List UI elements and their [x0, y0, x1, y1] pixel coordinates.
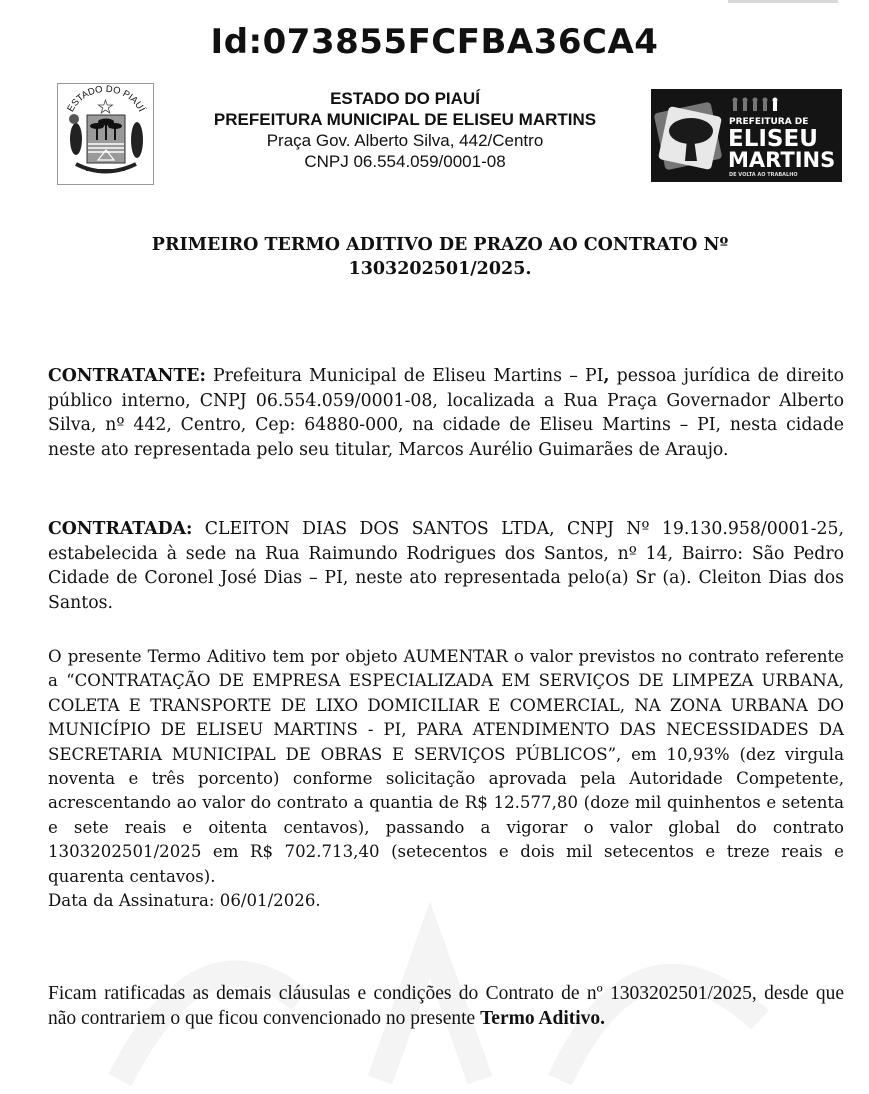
letterhead-prefecture: PREFEITURA MUNICIPAL DE ELISEU MARTINS — [213, 110, 597, 129]
prefecture-logo-icon — [651, 89, 842, 182]
objeto-paragraph — [48, 645, 844, 913]
ratificacao-text: Ficam ratificadas as demais cláusulas e condições do Contrato de nº 1303202501/2025, desde que não contrariem o que ficou convencionado no presente — [48, 983, 844, 1029]
logo-line1: PREFEITURA DE — [729, 117, 809, 127]
crest-arc-text: ESTADO DO PIAUÍ — [65, 84, 147, 114]
contratante-name: Prefeitura Municipal de Eliseu Martins – PI — [205, 366, 604, 386]
ratificacao-paragraph — [48, 982, 844, 1031]
contratante-label: CONTRATANTE: — [48, 366, 206, 386]
contratada-label: CONTRATADA: — [48, 519, 193, 539]
ratificacao-bold-tail: Termo Aditivo. — [480, 1007, 606, 1029]
title-line-2: 1303202501/2025. — [348, 259, 532, 279]
document-id: Id:073855FCFBA36CA4 — [210, 22, 659, 62]
letterhead-address: Praça Gov. Alberto Silva, 442/Centro — [266, 131, 544, 150]
letterhead-state: ESTADO DO PIAUÍ — [330, 89, 480, 108]
objeto-text: O presente Termo Aditivo tem por objeto AUMENTAR o valor previstos no contrato referente a “CONTRATAÇÃO DE EMPRESA ESPECIALIZADA EM SERVIÇOS DE LIMPEZA URBANA, COLETA E TRANSPORTE DE LIXO DOMICILIAR E COMERCIAL, NA ZONA URBANA DO MUNICÍPIO DE ELISEU MARTINS - PI, PARA ATENDIMENTO DAS NECESSIDADES DA SECRETARIA MUNICIPAL DE OBRAS E SERVIÇOS PÚBLICOS”, em 10,93% (dez virgula noventa e três porcento) conforme solicitação aprovada pela Autoridade Competente, acrescentando ao valor do contrato a quantia de R$ 12.577,80 (doze mil quinhentos e setenta e sete reais e oitenta centavos), passando a vigorar o valor global do contrato 1303202501/2025 em R$ 702.713,40 (setecentos e dois mil setecentos e treze reais e quarenta centavos). — [48, 647, 844, 886]
contratante-paragraph — [48, 364, 844, 462]
contratada-paragraph — [48, 517, 844, 615]
contratante-details: pessoa jurídica de direito público interno, CNPJ 06.554.059/0001-08, localizada a Rua Praça Governador Alberto Silva, nº 442, Centro, Cep: 64880-000, na cidade de Eliseu Martins – PI, nesta cidade neste ato representada pelo seu titular, Marcos Aurélio Guimarães de Araujo. — [48, 366, 844, 460]
letterhead — [160, 88, 650, 172]
signature-date: Data da Assinatura: 06/01/2026. — [48, 891, 321, 911]
eliseu-martins-logo — [651, 89, 842, 182]
letterhead-cnpj: CNPJ 06.554.059/0001-08 — [304, 152, 506, 171]
contratada-details: CLEITON DIAS DOS SANTOS LTDA, CNPJ Nº 19.130.958/0001-25, estabelecida à sede na Rua Raimundo Rodrigues dos Santos, nº 14, Bairro: São Pedro Cidade de Coronel José Dias – PI, neste ato representada pelo(a) Sr (a). Cleiton Dias dos Santos. — [48, 519, 844, 613]
document-title — [60, 233, 820, 281]
logo-line2: ELISEU — [728, 126, 818, 152]
state-crest-emblem — [57, 83, 154, 185]
top-edge-bar — [728, 0, 838, 3]
contratante-comma: , — [603, 366, 610, 386]
logo-tagline: DE VOLTA AO TRABALHO — [729, 172, 798, 178]
title-line-1: PRIMEIRO TERMO ADITIVO DE PRAZO AO CONTRATO Nº — [151, 235, 729, 255]
logo-line3: MARTINS — [728, 148, 836, 172]
crest-icon — [58, 84, 153, 184]
